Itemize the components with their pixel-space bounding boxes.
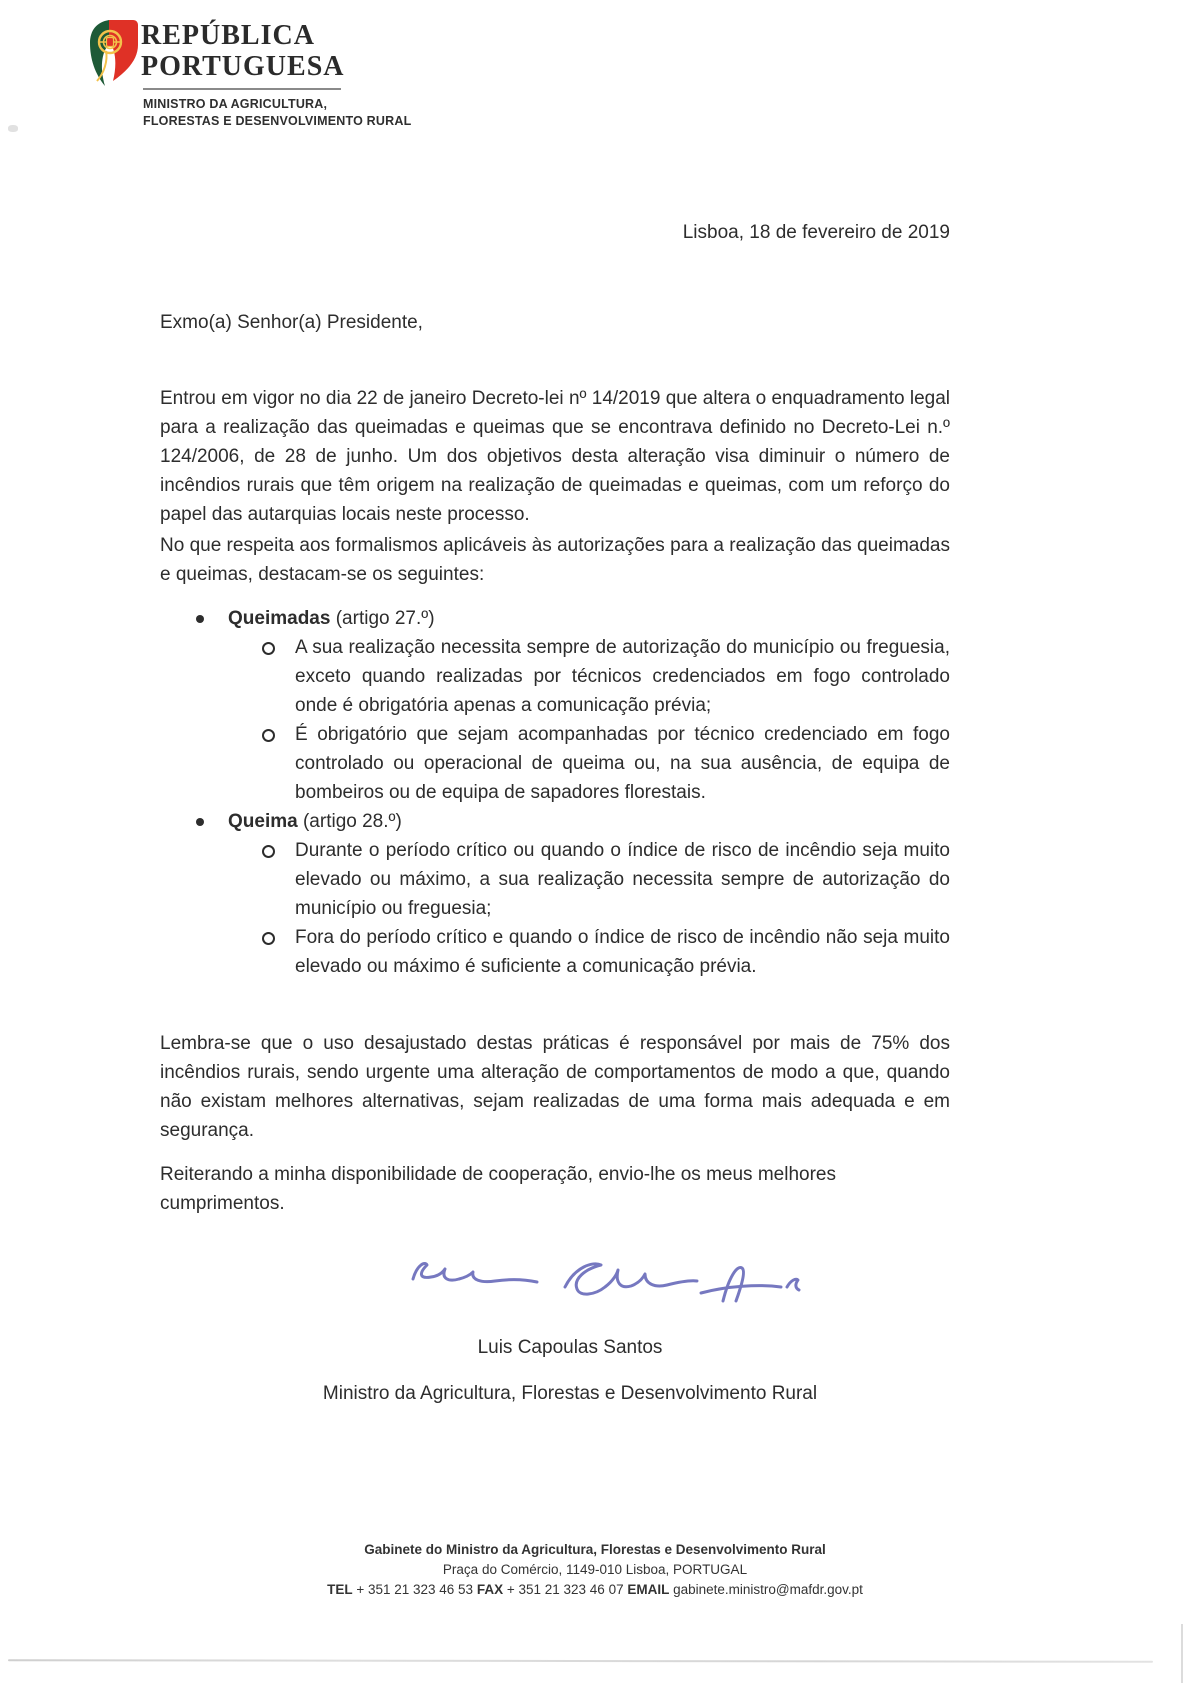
footer-address: Praça do Comércio, 1149-010 Lisboa, PORTUGAL — [442, 1562, 748, 1577]
bullet-circle-icon — [262, 932, 275, 945]
list-term: Queima — [228, 811, 298, 832]
footer — [0, 1540, 1190, 1600]
dateline: Lisboa, 18 de fevereiro de 2019 — [682, 222, 950, 243]
signer-name: Luis Capoulas Santos — [477, 1337, 663, 1358]
handwritten-signature — [405, 1243, 805, 1315]
paragraph-intro: Entrou em vigor no dia 22 de janeiro Decreto-lei nº 14/2019 que altera o enquadramento legal para a realização das queimadas e queimas que se encontrava definido no Decreto-Lei n.º 124/2006, de 28 de junho. Um dos objetivos desta alteração visa diminuir o número de incêndios rurais que têm origem na realização de queimadas e queimas, com um reforço do papel das autarquias locais neste processo. — [160, 388, 950, 525]
footer-email-label: EMAIL — [627, 1582, 670, 1597]
scan-edge-line-right — [1181, 1624, 1183, 1683]
list-subitem — [160, 923, 950, 981]
ministry-name — [143, 96, 483, 130]
scan-smudge — [8, 125, 18, 132]
letterhead-divider — [143, 88, 341, 90]
footer-tel-value: + 351 21 323 46 53 — [352, 1582, 477, 1597]
list-term-suffix: (artigo 27.º) — [330, 608, 435, 629]
bullet-circle-icon — [262, 642, 275, 655]
wordmark-line1: REPÚBLICA — [141, 20, 315, 51]
list-subitem-text: Fora do período crítico e quando o índice de risco de incêndio não seja muito elevado ou máximo é suficiente a comunicação prévia. — [295, 927, 950, 977]
bullet-disc-icon — [196, 615, 204, 623]
list-subitem-text: Durante o período crítico ou quando o índice de risco de incêndio seja muito elevado ou máximo, a sua realização necessita sempre de autorização do município ou freguesia; — [295, 840, 950, 919]
list-term-suffix: (artigo 28.º) — [297, 811, 402, 832]
footer-email-value: gabinete.ministro@mafdr.gov.pt — [669, 1582, 863, 1597]
paragraph-warning: Lembra-se que o uso desajustado destas práticas é responsável por mais de 75% dos incêndios rurais, sendo urgente uma alteração de comportamentos de modo a que, quando não existam melhores alternativas, sejam realizadas de uma forma mais adequada e em segurança. — [160, 1033, 950, 1141]
list-subitem-text: É obrigatório que sejam acompanhadas por técnico credenciado em fogo controlado ou operacional de queima ou, na sua ausência, de equipa de bombeiros ou de equipa de sapadores florestais. — [295, 724, 950, 803]
ministry-line2: FLORESTAS E DESENVOLVIMENTO RURAL — [143, 114, 412, 128]
list-item-label — [228, 807, 950, 836]
bullet-circle-icon — [262, 729, 275, 742]
bullet-list — [160, 604, 950, 981]
bullet-circle-icon — [262, 845, 275, 858]
paragraph-formalisms: No que respeita aos formalismos aplicáveis às autorizações para a realização das queimadas e queimas, destacam-se os seguintes: — [160, 535, 950, 585]
scan-edge-line — [8, 1659, 1153, 1663]
list-subitem-text: A sua realização necessita sempre de autorização do município ou freguesia, exceto quando realizadas por técnicos credenciados em fogo controlado onde é obrigatória apenas a comunicação prévia; — [295, 637, 950, 716]
footer-fax-value: + 351 21 323 46 07 — [503, 1582, 628, 1597]
signer-title: Ministro da Agricultura, Florestas e Desenvolvimento Rural — [322, 1383, 818, 1404]
list-item-label — [228, 604, 950, 633]
list-subitem — [160, 836, 950, 923]
footer-contacts — [0, 1580, 1190, 1600]
list-item-queimadas — [160, 604, 950, 633]
footer-fax-label: FAX — [476, 1582, 504, 1597]
footer-office: Gabinete do Ministro da Agricultura, Florestas e Desenvolvimento Rural — [364, 1542, 826, 1557]
ministry-line1: MINISTRO DA AGRICULTURA, — [143, 97, 328, 111]
portugal-flag-emblem-icon — [83, 17, 141, 91]
republic-wordmark — [141, 20, 441, 82]
bullet-disc-icon — [196, 818, 204, 826]
wordmark-line2: PORTUGUESA — [141, 51, 345, 82]
list-subitem — [160, 720, 950, 807]
list-term: Queimadas — [228, 608, 331, 629]
footer-tel-label: TEL — [327, 1582, 353, 1597]
list-item-queima — [160, 807, 950, 836]
paragraph-closing: Reiterando a minha disponibilidade de cooperação, envio-lhe os meus melhores cumprimentos. — [160, 1164, 836, 1214]
salutation: Exmo(a) Senhor(a) Presidente, — [160, 312, 423, 333]
list-subitem — [160, 633, 950, 720]
